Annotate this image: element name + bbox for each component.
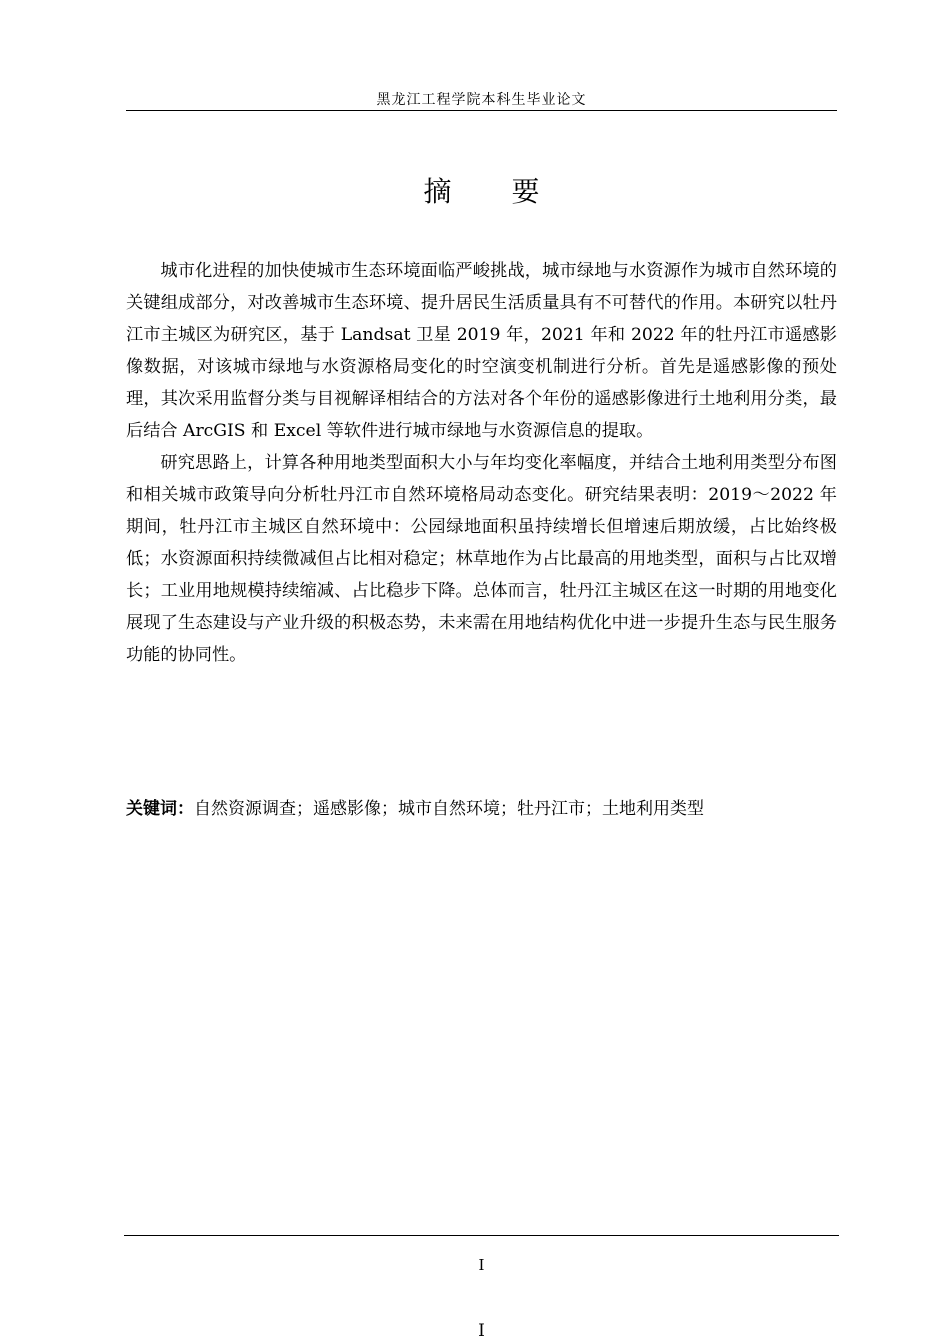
footer-rule <box>124 1235 839 1236</box>
running-header: 黑龙江工程学院本科生毕业论文 <box>376 92 587 108</box>
abstract-body <box>126 255 837 671</box>
page-number: I <box>478 1256 485 1274</box>
abstract-paragraph-1: 城市化进程的加快使城市生态环境面临严峻挑战，城市绿地与水资源作为城市自然环境的关键组成部分，对改善城市生态环境、提升居民生活质量具有不可替代的作用。本研究以牡丹江市主城区为研究区，基于 Landsat 卫星 2019 年，2021 年和 2022 年的牡丹江市遥感影像数据，对该城市绿地与水资源格局变化的时空演变机制进行分析。首先是遥感影像的预处理，其次采用监督分类与目视解译相结合的方法对各个年份的遥感影像进行土地利用分类，最后结合 ArcGIS 和 Excel 等软件进行城市绿地与水资源信息的提取。 <box>126 261 837 441</box>
abstract-title-part2: 要 <box>511 175 540 208</box>
abstract-paragraph-2: 研究思路上，计算各种用地类型面积大小与年均变化率幅度，并结合土地利用类型分布图和相关城市政策导向分析牡丹江市自然环境格局动态变化。研究结果表明：2019～2022 年期间，牡丹江市主城区自然环境中：公园绿地面积虽持续增长但增速后期放缓，占比始终极低；水资源面积持续微减但占比相对稳定；林草地作为占比最高的用地类型，面积与占比双增长；工业用地规模持续缩减、占比稳步下降。总体而言，牡丹江主城区在这一时期的用地变化展现了生态建设与产业升级的积极态势，未来需在用地结构优化中进一步提升生态与民生服务功能的协同性。 <box>126 453 837 665</box>
keywords-label: 关键词： <box>126 799 194 819</box>
header-rule <box>126 110 837 111</box>
abstract-title-part1: 摘 <box>423 175 452 208</box>
keywords-text: 自然资源调查；遥感影像；城市自然环境；牡丹江市；土地利用类型 <box>194 799 704 819</box>
keywords-line <box>126 793 837 825</box>
page-number-duplicate: I <box>478 1321 485 1341</box>
abstract-title <box>126 172 837 212</box>
